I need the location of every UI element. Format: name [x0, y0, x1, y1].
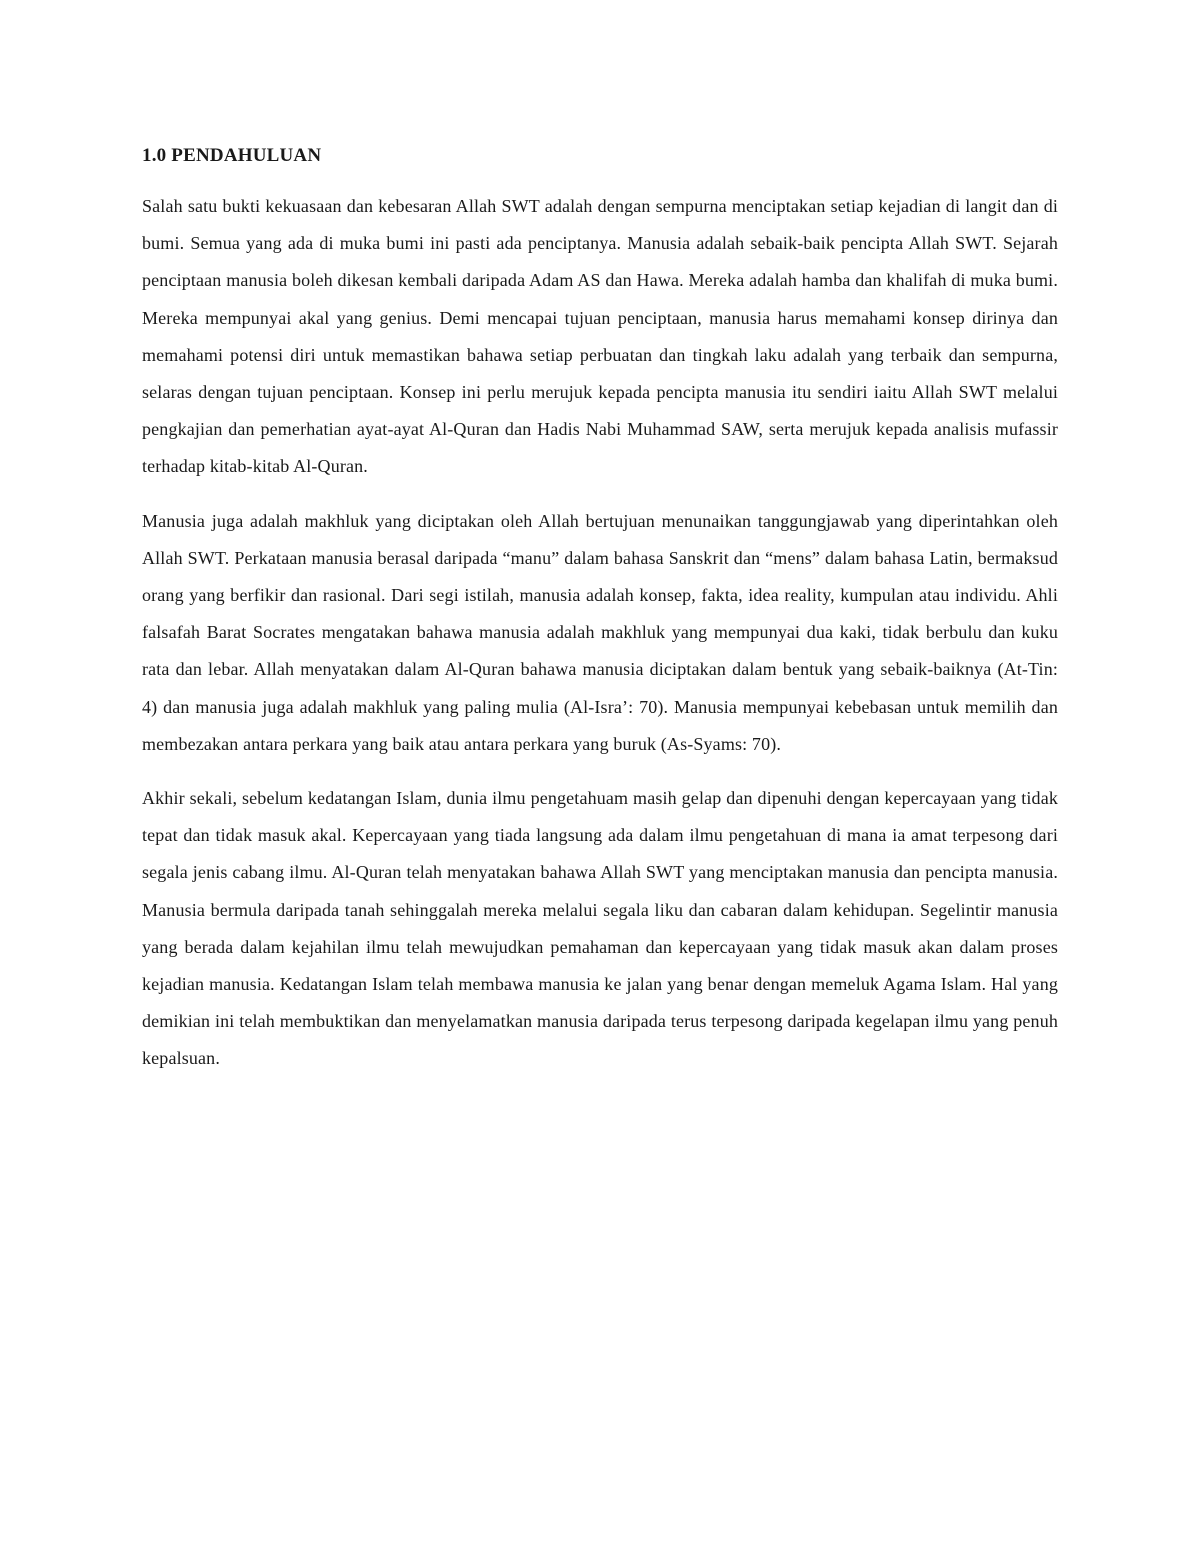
paragraph-3: Akhir sekali, sebelum kedatangan Islam, dunia ilmu pengetahuam masih gelap dan dipenuhi dengan kepercayaan yang tidak tepat dan tidak masuk akal. Kepercayaan yang tiada langsung ada dalam ilmu pengetahuan di mana ia amat terpesong dari segala jenis cabang ilmu. Al-Quran telah menyatakan bahawa Allah SWT yang menciptakan manusia dan pencipta manusia. Manusia bermula daripada tanah sehinggalah mereka melalui segala liku dan cabaran dalam kehidupan. Segelintir manusia yang berada dalam kejahilan ilmu telah mewujudkan pemahaman dan kepercayaan yang tidak masuk akan dalam proses kejadian manusia. Kedatangan Islam telah membawa manusia ke jalan yang benar dengan memeluk Agama Islam. Hal yang demikian ini telah membuktikan dan menyelamatkan manusia daripada terus terpesong daripada kegelapan ilmu yang penuh kepalsuan.	[142, 788, 1058, 1069]
paragraph-1: Salah satu bukti kekuasaan dan kebesaran Allah SWT adalah dengan sempurna menciptakan setiap kejadian di langit dan di bumi. Semua yang ada di muka bumi ini pasti ada penciptanya. Manusia adalah sebaik-baik pencipta Allah SWT. Sejarah penciptaan manusia boleh dikesan kembali daripada Adam AS dan Hawa. Mereka adalah hamba dan khalifah di muka bumi. Mereka mempunyai akal yang genius. Demi mencapai tujuan penciptaan, manusia harus memahami konsep dirinya dan memahami potensi diri untuk memastikan bahawa setiap perbuatan dan tingkah laku adalah yang terbaik dan sempurna, selaras dengan tujuan penciptaan. Konsep ini perlu merujuk kepada pencipta manusia itu sendiri iaitu Allah SWT melalui pengkajian dan pemerhatian ayat-ayat Al-Quran dan Hadis Nabi Muhammad SAW, serta merujuk kepada analisis mufassir terhadap kitab-kitab Al-Quran.	[142, 196, 1058, 477]
section-heading: 1.0 PENDAHULUAN	[142, 145, 322, 166]
document-body	[142, 140, 1058, 1095]
paragraph-2: Manusia juga adalah makhluk yang diciptakan oleh Allah bertujuan menunaikan tanggungjawab yang diperintahkan oleh Allah SWT. Perkataan manusia berasal daripada “manu” dalam bahasa Sanskrit dan “mens” dalam bahasa Latin, bermaksud orang yang berfikir dan rasional. Dari segi istilah, manusia adalah konsep, fakta, idea reality, kumpulan atau individu. Ahli falsafah Barat Socrates mengatakan bahawa manusia adalah makhluk yang mempunyai dua kaki, tidak berbulu dan kuku rata dan lebar. Allah menyatakan dalam Al-Quran bahawa manusia diciptakan dalam bentuk yang sebaik-baiknya (At-Tin: 4) dan manusia juga adalah makhluk yang paling mulia (Al-Isra’: 70). Manusia mempunyai kebebasan untuk memilih dan membezakan antara perkara yang baik atau antara perkara yang buruk (As-Syams: 70).	[142, 510, 1058, 754]
